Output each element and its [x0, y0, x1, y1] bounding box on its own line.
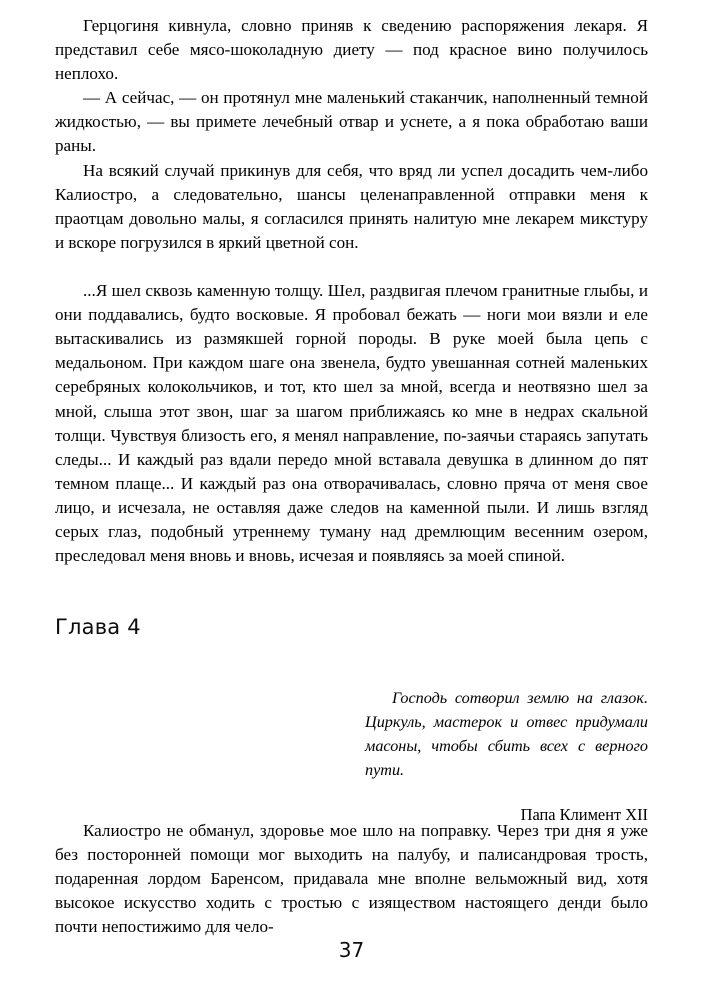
closing-text-column: [55, 819, 648, 939]
epigraph: [365, 686, 648, 826]
paragraph-dialogue-potion: — А сейчас, — он протянул мне маленький стаканчик, наполненный темной жидкостью, — вы примете лечебный отвар и уснете, а я пока обработаю ваши раны.: [55, 88, 648, 156]
epigraph-quote: Господь сотворил землю на глазок. Циркуль, мастерок и отвес придумали масоны, чтобы сбить всех с верного пути.: [365, 689, 648, 779]
paragraph-dream-sequence: ...Я шел сквозь каменную толщу. Шел, раздвигая плечом гранитные глыбы, и они поддавались, будто восковые. Я пробовал бежать — ноги мои вязли и еле вытаскивались из размякшей горной породы. В руке моей была цепь с медальоном. При каждом шаге она звенела, будто увешанная сотней маленьких серебряных колокольчиков, и тот, кто шел за мной, всегда и неотвязно шел за мной, слыша этот звон, шаг за шагом приближаясь ко мне в недрах скальной толщи. Чувствуя близость его, я менял направление, по-заячьи стараясь запутать следы... И каждый раз вдали передо мной вставала девушка в длинном до пят темном плаще... И каждый раз она отворачивалась, словно пряча от меня свое лицо, и исчезала, не оставляя даже следов на каменной пыли. И лишь взгляд серых глаз, подобный утреннему туману над дремлющим весенним озером, преследовал меня вновь и вновь, исчезая и появляясь за моей спиной.: [55, 281, 648, 566]
page-number: 37: [338, 938, 365, 962]
epigraph-attribution: Папа Климент XII: [520, 805, 648, 824]
paragraph-cagliostro-consider: На всякий случай прикинув для себя, что вряд ли успел досадить чем-либо Калиостро, а следовательно, шансы целенаправленной отправки меня к праотцам довольно малы, я согласился принять налитую мне лекарем микстуру и вскоре погрузился в яркий цветной сон.: [55, 160, 648, 252]
paragraph-duchess-nod: Герцогиня кивнула, словно приняв к сведению распоряжения лекаря. Я представил себе мясо-шоколадную диету — под красное вино получилось неплохо.: [55, 16, 648, 84]
main-text-column: [55, 14, 648, 568]
paragraph-recovery: Калиостро не обманул, здоровье мое шло на поправку. Через три дня я уже без посторонней помощи мог выходить на палубу, и палисандровая трость, подаренная лордом Баренсом, придавала мне вполне вельможный вид, хотя высокое искусство ходить с тростью с изяществом настоящего денди было почти непостижимо для чело-: [55, 821, 648, 937]
chapter-heading: Глава 4: [55, 615, 141, 640]
